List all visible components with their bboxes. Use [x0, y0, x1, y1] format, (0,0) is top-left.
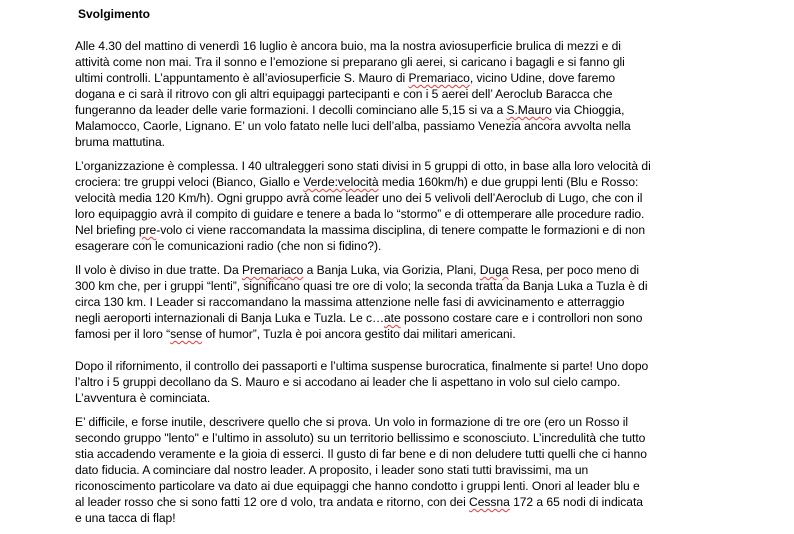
text-run: L’avventura è cominciata. [75, 391, 211, 405]
text-run: E’ difficile, e forse inutile, descrivere quello che si prova. Un volo in formazione di tre ore (ero un Rosso il [75, 415, 628, 429]
spellcheck-word: Premariaco [408, 71, 470, 85]
text-line [75, 326, 735, 342]
text-line [75, 158, 735, 174]
text-line [75, 134, 735, 150]
text-line [75, 174, 735, 190]
text-line [75, 294, 735, 310]
text-line [75, 38, 735, 54]
text-line [75, 118, 735, 134]
text-run: dato fiducia. A cominciare dal nostro leader. A proposito, i leader sono stati tutti bravissimi, ma un [75, 463, 589, 477]
text-line [75, 54, 735, 70]
spellcheck-word: Cessna [469, 495, 510, 509]
text-line [75, 390, 735, 406]
text-run: crociera: tre gruppi veloci (Bianco, Giallo e [75, 175, 304, 189]
spellcheck-word: ate [384, 311, 401, 325]
text-run: secondo gruppo "lento" e l’ultimo in assoluto) su un territorio bellissimo e sconosciuto. L’incredulità che tutto [75, 431, 646, 445]
spellcheck-word: sense [170, 327, 203, 341]
text-run: a Banja Luka, via Gorizia, Plani, [303, 263, 480, 277]
text-line [75, 206, 735, 222]
text-run: negli aeroporti internazionali di Banja Luka e Tuzla. Le c… [75, 311, 384, 325]
text-line [75, 430, 735, 446]
paragraph-departure [75, 38, 735, 150]
text-run: possono costare care e i controllori non sono [400, 311, 643, 325]
text-run: media 160km/h) e due gruppi lenti (Blu e Rosso: [378, 175, 639, 189]
text-line [75, 310, 735, 326]
text-run: Dopo il rifornimento, il controllo dei passaporti e l’ultima suspense burocratica, finalmente si parte! Uno dopo [75, 359, 649, 373]
text-run: stia accadendo veramente e la gioia di esserci. Il gusto di far bene e di non deludere tutti quelli che ci hanno [75, 447, 647, 461]
text-line [75, 494, 735, 510]
text-line [75, 446, 735, 462]
spellcheck-word: Premariaco [241, 263, 304, 277]
text-line [75, 374, 735, 390]
paragraph-route [75, 262, 735, 342]
text-run: L’organizzazione è complessa. I 40 ultraleggeri sono stati divisi in 5 gruppi di otto, in base alla loro velocità di [75, 159, 651, 173]
text-run: Nel briefing [75, 223, 139, 237]
text-run: velocità media 120 Km/h). Ogni gruppo avrà come leader uno dei 5 velivoli dell’Aeroclub di Lugo, che con il [75, 191, 643, 205]
paragraph-experience [75, 414, 735, 526]
text-run: , vicino Udine, dove faremo [469, 71, 616, 85]
text-run: ultimi controlli. L’appuntamento è all’aviosuperficie S. Mauro di [75, 71, 409, 85]
text-line [75, 70, 735, 86]
text-run: 172 a 65 nodi di indicata [509, 495, 643, 509]
text-run: of humor”, Tuzla è poi ancora gestito dai militari americani. [202, 327, 516, 341]
text-run: l’altro i 5 gruppi decollano da S. Mauro e si accodano ai leader che li aspettano in volo sul cielo campo. [75, 375, 621, 389]
text-line [75, 86, 735, 102]
text-run: Il volo è diviso in due tratte. Da [75, 263, 242, 277]
section-heading: Svolgimento [78, 7, 151, 21]
text-line [75, 222, 735, 238]
spellcheck-word: pre [138, 223, 157, 237]
spellcheck-word: S.Mauro [506, 103, 552, 117]
text-run: loro equipaggio avrà il compito di guidare e tenere a bada lo “stormo” e di ottemperare alle procedure radio. [75, 207, 645, 221]
text-line [75, 462, 735, 478]
spellcheck-word: Duga [479, 263, 509, 277]
text-line [75, 102, 735, 118]
text-line [75, 190, 735, 206]
text-run: circa 130 km. I Leader si raccomandano la massima attenzione nelle fasi di avvicinamento e atterraggio [75, 295, 625, 309]
text-run: 300 km che, per i gruppi “lenti”, significano quasi tre ore di volo; la seconda tratta da Banja Luka a Tuzla è di [75, 279, 648, 293]
text-line [75, 278, 735, 294]
text-line [75, 238, 735, 254]
text-run: via Chioggia, [551, 103, 625, 117]
text-line [75, 262, 735, 278]
text-run: Malamocco, Caorle, Lignano. E’ un volo fatato nelle luci dell’alba, passiamo Venezia ancora avvolta nella [75, 119, 631, 133]
text-run: esagerare con le comunicazioni radio (che non si fidino?). [75, 239, 382, 253]
text-run: al leader rosso che si sono fatti 12 ore d volo, tra andata e ritorno, con dei [75, 495, 470, 509]
text-run: Alle 4.30 del mattino di venerdì 16 luglio è ancora buio, ma la nostra aviosuperficie brulica di mezzi e di [75, 39, 621, 53]
text-run: attività come non mai. Tra il sonno e l’emozione si preparano gli aerei, si caricano i bagagli e si fanno gli [75, 55, 625, 69]
text-line [75, 510, 735, 526]
text-line [75, 358, 735, 374]
paragraph-organization [75, 158, 735, 254]
text-run: dogana e ci sarà il ritrovo con gli altri equipaggi partecipanti e con i 5 aerei dell’ Aeroclub Baracca che [75, 87, 613, 101]
paragraph-takeoff [75, 358, 735, 406]
text-run: riconoscimento particolare va dato ai due equipaggi che hanno condotto i gruppi lenti. Onori al leader blu e [75, 479, 640, 493]
text-run: fungeranno da leader delle varie formazioni. I decolli cominciano alle 5,15 si va a [75, 103, 507, 117]
text-run: e una tacca di flap! [75, 511, 176, 525]
text-run: -volo ci viene raccomandata la massima disciplina, di tenere compatte le formazioni e di non [156, 223, 646, 237]
text-run: bruma mattutina. [75, 135, 165, 149]
text-run: Resa, per poco meno di [508, 263, 640, 277]
spellcheck-word: Verde:velocità [303, 175, 379, 189]
text-line [75, 414, 735, 430]
text-line [75, 478, 735, 494]
text-run: famosi per il loro “ [75, 327, 171, 341]
